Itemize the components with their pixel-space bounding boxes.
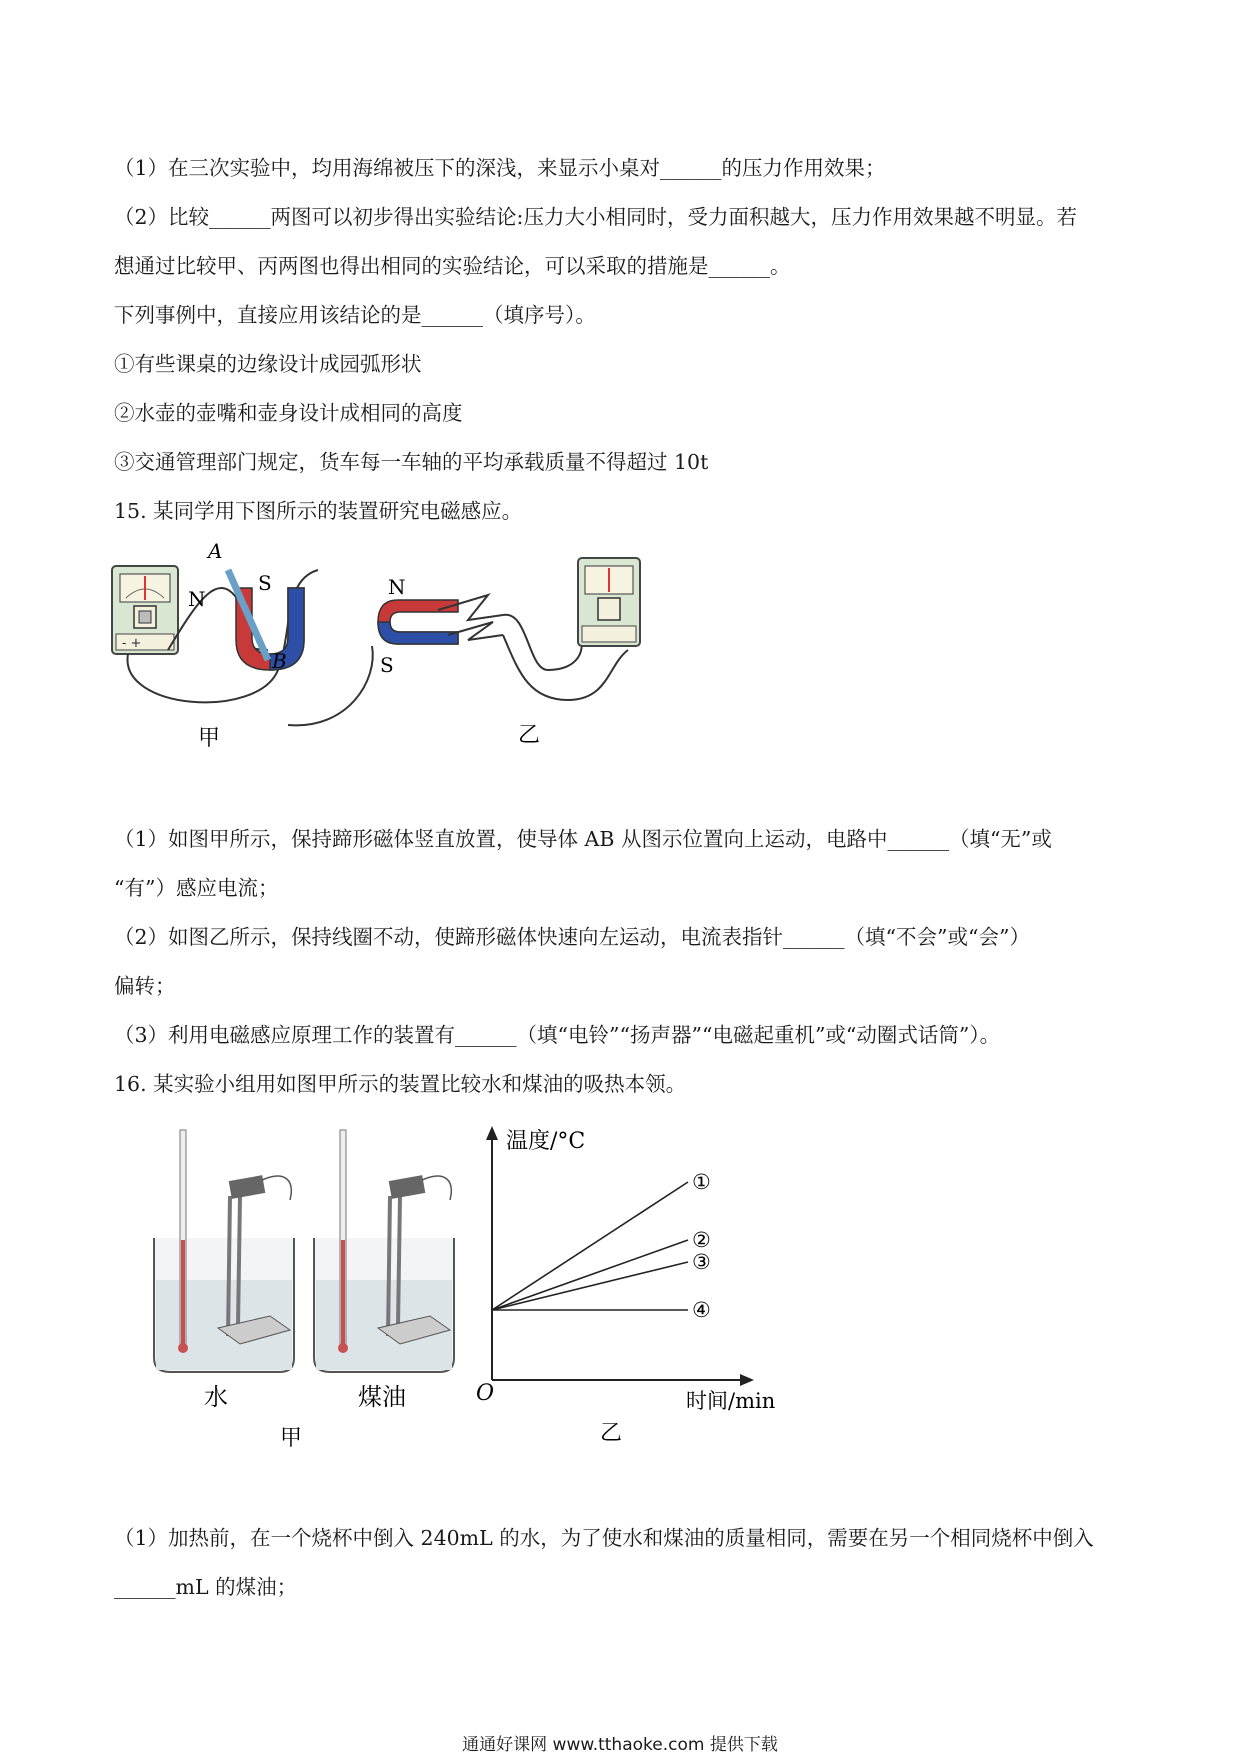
q15-line-1: （1）如图甲所示，保持蹄形磁体竖直放置，使导体 AB 从图示位置向上运动，电路中______（填“无”或 [114,827,1052,851]
q14-option-2: ②水壶的壶嘴和壶身设计成相同的高度 [114,401,463,425]
q14-line-3: 想通过比较甲、丙两图也得出相同的实验结论，可以采取的措施是______。 [114,254,791,278]
beaker-kerosene [314,1130,454,1372]
q15-line-5: （3）利用电磁感应原理工作的装置有______（填“电铃”“扬声器”“电磁起重机”或“动圈式话筒”）。 [114,1023,1001,1047]
caption-yi-15: 乙 [518,723,541,748]
series-label-3: ③ [692,1250,711,1274]
label-s-jia: S [258,571,272,595]
coil-yi [438,595,503,620]
q14-option-3: ③交通管理部门规定，货车每一车轴的平均承载质量不得超过 10t [114,450,709,474]
q15-stem: 15. 某同学用下图所示的装置研究电磁感应。 [114,499,523,523]
origin-label: O [476,1381,495,1406]
svg-text:- +: - + [122,636,142,651]
q14-line-4: 下列事例中，直接应用该结论的是______（填序号）。 [114,303,596,327]
label-s-yi: S [380,653,394,677]
caption-yi-16: 乙 [600,1421,623,1446]
label-a: A [208,540,223,563]
q16-stem: 16. 某实验小组用如图甲所示的装置比较水和煤油的吸热本领。 [114,1072,687,1096]
q15-line-4: 偏转； [114,974,176,998]
q15-line-3: （2）如图乙所示，保持线圈不动，使蹄形磁体快速向左运动，电流表指针______（填“不会”或“会”） [114,925,1030,949]
temperature-time-chart [470,1118,800,1458]
label-n-jia: N [188,587,206,611]
label-n-yi: N [388,575,406,599]
q14-line-2: （2）比较______两图可以初步得出实验结论:压力大小相同时，受力面积越大，压力作用效果越不明显。若 [114,205,1077,229]
beaker-water [154,1130,294,1372]
galvanometer-jia [112,566,178,654]
label-water: 水 [204,1383,228,1411]
y-axis-label: 温度/°C [506,1129,586,1154]
galvanometer-yi [578,558,640,646]
series-line-1 [492,1182,688,1310]
label-kerosene: 煤油 [358,1383,406,1411]
q15-line-2: “有”）感应电流； [114,876,279,900]
series-label-4: ④ [692,1298,711,1322]
series-line-3 [492,1262,688,1310]
q14-line-1: （1）在三次实验中，均用海绵被压下的深浅，来显示小桌对______的压力作用效果； [114,156,886,180]
q14-option-1: ①有些课桌的边缘设计成园弧形状 [114,352,422,376]
beaker-figure [140,1120,460,1450]
label-b: B [272,649,287,673]
caption-jia-15: 甲 [198,726,221,751]
page-footer: 通通好课网 www.tthaoke.com 提供下载 [462,1735,778,1755]
series-line-2 [492,1240,688,1310]
x-axis-label: 时间/min [686,1389,776,1413]
caption-jia-16: 甲 [280,1426,303,1450]
series-label-1: ① [692,1170,711,1194]
q16-line-2: ______mL 的煤油； [114,1575,298,1599]
q16-line-1: （1）加热前，在一个烧杯中倒入 240mL 的水，为了使水和煤油的质量相同，需要在另一个相同烧杯中倒入 [114,1526,1094,1550]
electromagnetic-induction-figure [108,540,668,760]
series-label-2: ② [692,1228,711,1252]
